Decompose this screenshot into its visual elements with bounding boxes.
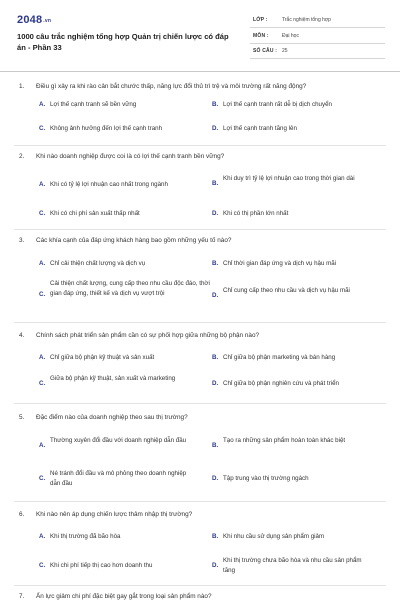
document-title: 1000 câu trắc nghiệm tổng hợp Quản trị chiến lược có đáp án - Phần 33 xyxy=(17,32,229,52)
question-text xyxy=(19,237,231,244)
option-letter: C. xyxy=(39,125,46,132)
meta-value: Đại học xyxy=(282,32,299,39)
option-text: Chỉ giữa bộ phận nghiên cứu và phát triển xyxy=(223,380,339,387)
option-b[interactable] xyxy=(212,174,387,194)
option-text: Tập trung vào thị trường ngách xyxy=(223,475,309,482)
question-body: Khi nào nên áp dụng chiến lược thâm nhập thị trường? xyxy=(36,511,193,518)
question-text xyxy=(19,83,306,90)
option-text: Chỉ cải thiện chất lượng và dịch vụ xyxy=(50,260,146,267)
option-text: Khi có chi phí sản xuất thấp nhất xyxy=(50,210,140,217)
option-letter: A. xyxy=(39,354,46,361)
question-number: 5. xyxy=(19,414,25,421)
option-letter: B. xyxy=(212,260,219,267)
option-letter: B. xyxy=(212,180,219,187)
option-text: Khi chi phí tiếp thị cao hơn doanh thu xyxy=(50,562,153,569)
header-divider xyxy=(0,71,400,72)
question-number: 6. xyxy=(19,511,25,518)
option-letter: D. xyxy=(212,125,219,132)
option-a[interactable] xyxy=(39,436,211,456)
option-text: Khi nhu cầu sử dụng sản phẩm giảm xyxy=(223,533,325,540)
meta-value: 25 xyxy=(282,48,288,54)
option-text: Khi thị trường đã bão hòa xyxy=(50,533,121,540)
option-letter: D. xyxy=(212,292,219,299)
option-text: Lợi thế cạnh tranh sẽ bền vững xyxy=(50,101,137,108)
option-letter: C. xyxy=(39,291,46,298)
option-d[interactable] xyxy=(212,286,387,306)
meta-key: LỚP : xyxy=(253,17,268,23)
question-number: 1. xyxy=(19,83,25,90)
meta-table xyxy=(250,14,385,61)
meta-row-class xyxy=(250,14,385,28)
option-letter: B. xyxy=(212,533,219,540)
option-b[interactable] xyxy=(212,436,387,456)
option-text: Lợi thế cạnh tranh tăng lên xyxy=(223,125,297,132)
meta-value: Trắc nghiệm tổng hợp xyxy=(282,17,331,23)
question-body: Chính sách phát triển sản phẩm cần có sự phối hợp giữa những bộ phận nào? xyxy=(36,332,260,339)
option-letter: B. xyxy=(212,354,219,361)
question-divider xyxy=(14,229,386,230)
option-text: Không ảnh hưởng đến lợi thế cạnh tranh xyxy=(50,125,163,132)
question-number: 3. xyxy=(19,237,25,244)
question-number: 2. xyxy=(19,153,25,160)
option-letter: B. xyxy=(212,101,219,108)
question-text xyxy=(19,511,192,518)
question-divider xyxy=(14,501,386,502)
question-divider xyxy=(14,322,386,323)
option-text: Chỉ cung cấp theo nhu cầu và dịch vụ hậu mãi xyxy=(223,287,350,294)
question-divider xyxy=(14,145,386,146)
option-letter: D. xyxy=(212,380,219,387)
logo-suffix: .vn xyxy=(43,18,52,24)
question-text xyxy=(19,153,224,160)
logo-text: 2048 xyxy=(17,14,43,26)
option-text: Khi thị trường chưa bão hòa và nhu cầu sản phẩm tăng xyxy=(223,557,362,574)
question-text xyxy=(19,332,259,339)
option-letter: C. xyxy=(39,380,46,387)
option-text: Khi có tỷ lệ lợi nhuận cao nhất trong ngành xyxy=(50,181,168,188)
question-divider xyxy=(14,585,386,586)
option-text: Thường xuyên đổi đầu với doanh nghiệp dẫn đầu xyxy=(50,437,187,444)
option-text: Khi có thị phần lớn nhất xyxy=(223,210,289,217)
option-letter: A. xyxy=(39,260,46,267)
option-text: Chỉ thời gian đáp ứng và dịch vụ hậu mãi xyxy=(223,260,337,267)
option-letter: A. xyxy=(39,181,46,188)
option-text: Lợi thế cạnh tranh rất dễ bị dịch chuyển xyxy=(223,101,332,108)
option-letter: A. xyxy=(39,442,46,449)
question-text xyxy=(19,593,212,600)
question-number: 4. xyxy=(19,332,25,339)
question-body: Điều gì xảy ra khi rào cản bắt chước thấp, năng lực đổi thủ trì trệ và môi trường rất năng động? xyxy=(36,83,307,90)
option-letter: B. xyxy=(212,442,219,449)
page-header xyxy=(0,0,400,66)
option-letter: D. xyxy=(212,475,219,482)
meta-row-count xyxy=(250,45,385,59)
option-c[interactable] xyxy=(39,469,211,489)
meta-key: SỐ CÂU : xyxy=(253,48,278,54)
option-letter: C. xyxy=(39,475,46,482)
option-a[interactable] xyxy=(39,180,211,199)
meta-row-subject xyxy=(250,30,385,44)
option-text: Chỉ giữa bộ phận marketing và bán hàng xyxy=(223,354,336,361)
question-number: 7. xyxy=(19,593,25,600)
option-d[interactable] xyxy=(212,556,387,576)
question-text xyxy=(19,414,188,421)
site-logo[interactable] xyxy=(17,14,51,26)
option-c[interactable] xyxy=(39,279,211,309)
question-divider xyxy=(14,403,386,404)
option-letter: D. xyxy=(212,562,219,569)
option-letter: D. xyxy=(212,210,219,217)
option-letter: C. xyxy=(39,562,46,569)
question-body: Ấn lực giảm chi phí đặc biệt gay gắt trong loại sản phẩm nào? xyxy=(36,593,212,600)
option-text: Khi duy trì tỷ lệ lợi nhuận cao trong thời gian dài xyxy=(223,175,355,182)
option-text: Cải thiện chất lượng, cung cấp theo nhu cầu độc đáo, thời gian đáp ứng, thiết kế và dịch vụ vượt trội xyxy=(50,280,210,297)
option-text: Né tránh đổi đầu và mô phỏng theo doanh nghiệp dẫn đầu xyxy=(50,470,187,487)
question-body: Đặc điểm nào của doanh nghiệp theo sau thị trường? xyxy=(36,414,188,421)
option-text: Giữa bộ phận kỹ thuật, sản xuất và marketing xyxy=(50,375,176,382)
question-body: Khi nào doanh nghiệp được coi là có lợi thế cạnh tranh bền vững? xyxy=(36,153,225,160)
option-letter: C. xyxy=(39,210,46,217)
option-text: Chỉ giữa bộ phận kỹ thuật và sản xuất xyxy=(50,354,155,361)
question-body: Các khía cạnh của đáp ứng khách hàng bao gồm những yếu tố nào? xyxy=(36,237,232,244)
option-c[interactable] xyxy=(39,374,211,394)
option-letter: A. xyxy=(39,101,46,108)
option-text: Tạo ra những sản phẩm hoàn toàn khác biệt xyxy=(223,437,346,444)
meta-key: MÔN : xyxy=(253,32,269,39)
option-letter: A. xyxy=(39,533,46,540)
